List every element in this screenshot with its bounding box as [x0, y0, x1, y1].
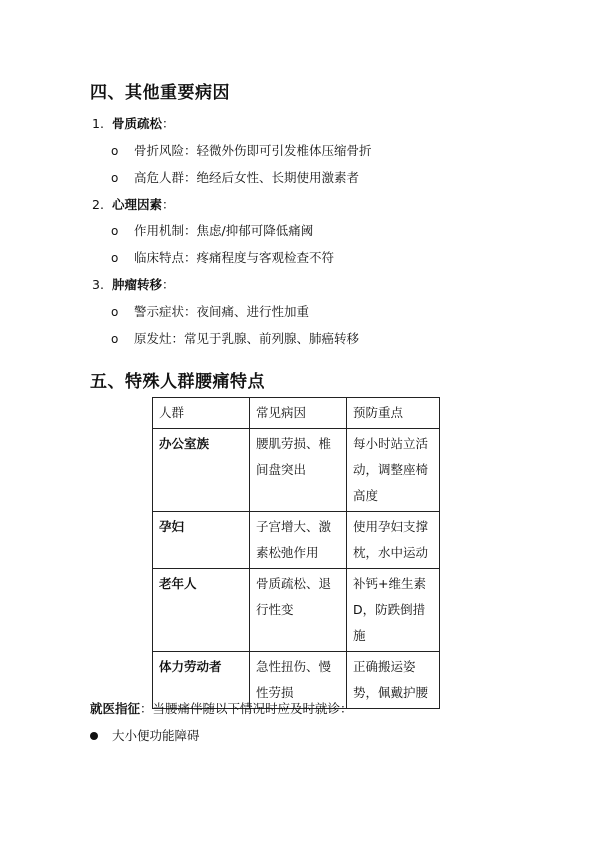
hollow-bullet-icon: o — [111, 332, 119, 346]
sub-item-text: 作用机制：焦虑/抑郁可降低痛阈 — [134, 223, 314, 238]
table-row — [153, 569, 440, 652]
section-5-heading: 五、特殊人群腰痛特点 — [90, 372, 265, 392]
table-cell-group: 老年人 — [153, 569, 250, 652]
item-suffix: ： — [162, 197, 175, 212]
table-row — [153, 512, 440, 569]
medical-indication-note — [90, 699, 353, 717]
bullet-dot-icon — [90, 732, 98, 740]
table-cell-group: 办公室族 — [153, 429, 250, 512]
sub-item — [111, 221, 313, 239]
sub-item — [111, 168, 359, 186]
numbered-item-osteoporosis — [92, 114, 175, 132]
item-label: 骨质疏松 — [112, 116, 163, 131]
table-header-cell: 常见病因 — [250, 398, 347, 429]
table-cell-prevention: 使用孕妇支撑枕，水中运动 — [347, 512, 440, 569]
table-cell-prevention: 正确搬运姿势，佩戴护腰 — [347, 652, 440, 709]
note-text: ：当腰痛伴随以下情况时应及时就诊： — [140, 701, 353, 716]
table-header-cell: 预防重点 — [347, 398, 440, 429]
item-label: 肿瘤转移 — [112, 277, 163, 292]
sub-item-text: 原发灶：常见于乳腺、前列腺、肺癌转移 — [134, 331, 360, 346]
sub-item — [111, 329, 359, 347]
item-label: 心理因素 — [112, 197, 163, 212]
population-table — [152, 397, 440, 709]
hollow-bullet-icon: o — [111, 171, 119, 185]
table-cell-prevention: 每小时站立活动，调整座椅高度 — [347, 429, 440, 512]
sub-item — [111, 141, 372, 159]
table-header-row — [153, 398, 440, 429]
item-number: 3. — [92, 277, 104, 292]
hollow-bullet-icon: o — [111, 144, 119, 158]
table-cell-cause: 急性扭伤、慢性劳损 — [250, 652, 347, 709]
sub-item-text: 警示症状：夜间痛、进行性加重 — [134, 304, 310, 319]
sub-item — [111, 248, 334, 266]
bullet-text: 大小便功能障碍 — [112, 728, 200, 743]
table-cell-cause: 骨质疏松、退行性变 — [250, 569, 347, 652]
sub-item-text: 高危人群：绝经后女性、长期使用激素者 — [134, 170, 360, 185]
numbered-item-psychological — [92, 195, 175, 213]
sub-item-text: 骨折风险：轻微外伤即可引发椎体压缩骨折 — [134, 143, 372, 158]
item-suffix: ： — [162, 116, 175, 131]
table-cell-group: 孕妇 — [153, 512, 250, 569]
item-number: 1. — [92, 116, 104, 131]
hollow-bullet-icon: o — [111, 224, 119, 238]
item-suffix: ： — [162, 277, 175, 292]
item-number: 2. — [92, 197, 104, 212]
sub-item — [111, 302, 309, 320]
table-cell-group: 体力劳动者 — [153, 652, 250, 709]
section-4-heading: 四、其他重要病因 — [90, 83, 230, 103]
note-label: 就医指征 — [90, 701, 141, 716]
sub-item-text: 临床特点：疼痛程度与客观检查不符 — [134, 250, 335, 265]
numbered-item-tumor — [92, 275, 175, 293]
table-header-cell: 人群 — [153, 398, 250, 429]
table-cell-cause: 子宫增大、激素松弛作用 — [250, 512, 347, 569]
table-cell-cause: 腰肌劳损、椎间盘突出 — [250, 429, 347, 512]
hollow-bullet-icon: o — [111, 251, 119, 265]
table-row — [153, 429, 440, 512]
bullet-item — [90, 726, 200, 744]
hollow-bullet-icon: o — [111, 305, 119, 319]
table-cell-prevention: 补钙+维生素D，防跌倒措施 — [347, 569, 440, 652]
